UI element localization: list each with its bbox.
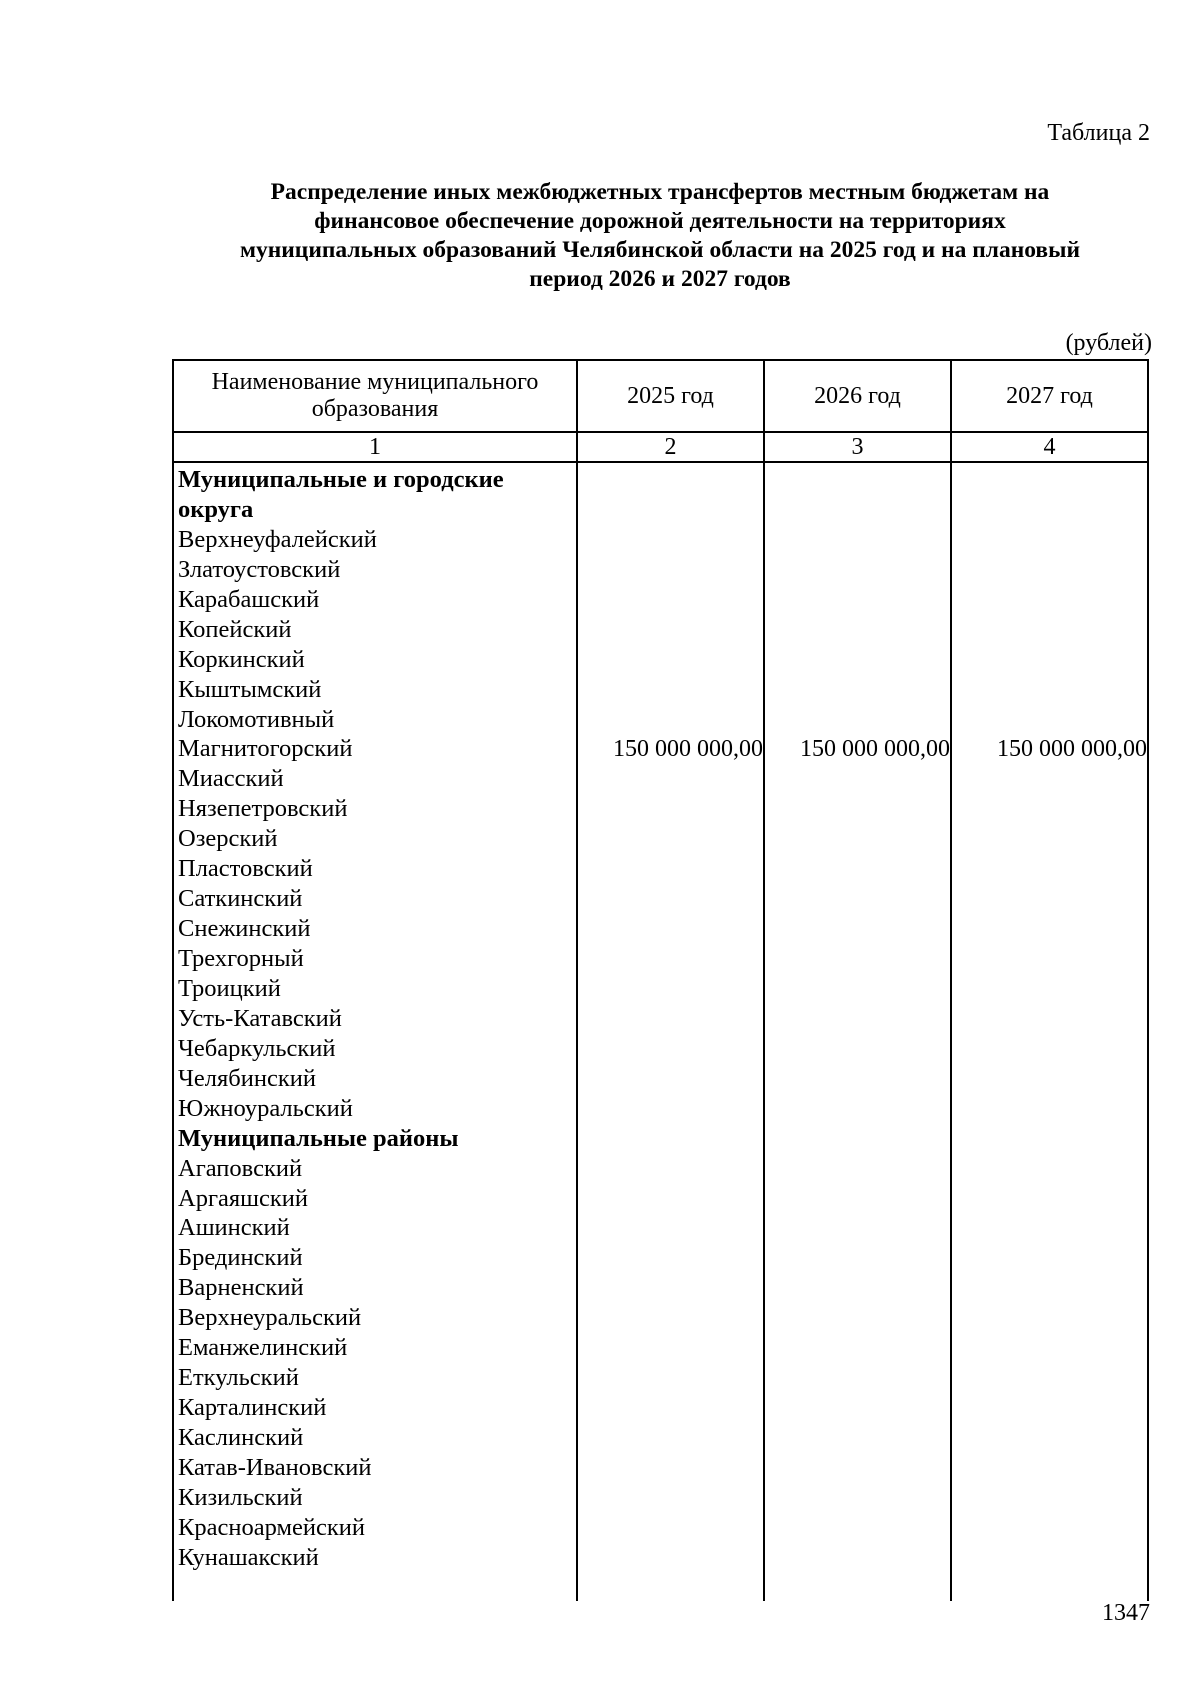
header-row — [173, 360, 1148, 432]
municipality-name: Магнитогорский — [178, 735, 353, 763]
group-heading: Муниципальные районы — [178, 1124, 459, 1152]
column-number: 1 — [173, 432, 577, 462]
data-row — [173, 462, 1148, 1601]
municipality-name: Златоустовский — [178, 555, 341, 583]
title-line: муниципальных образований Челябинской области на 2025 год и на плановый — [239, 237, 1081, 263]
municipality-name: Чебаркульский — [178, 1034, 336, 1062]
municipality-name: Озерский — [178, 825, 278, 853]
municipality-name: Красноармейский — [178, 1513, 365, 1541]
table-label: Таблица 2 — [1047, 120, 1150, 146]
municipality-list-cell — [173, 462, 577, 1601]
municipality-name: Троицкий — [178, 974, 281, 1002]
group-heading: округа — [178, 495, 254, 523]
municipality-name: Аргаяшский — [178, 1184, 309, 1212]
document-title — [160, 178, 1160, 294]
municipality-name: Агаповский — [178, 1154, 303, 1182]
municipality-name: Еманжелинский — [178, 1334, 348, 1362]
municipality-name: Еткульский — [178, 1364, 299, 1392]
municipality-name: Южноуральский — [178, 1094, 353, 1122]
page-number: 1347 — [1102, 1600, 1150, 1626]
municipality-name: Верхнеуральский — [178, 1304, 362, 1332]
value-2025: 150 000 000,00 — [613, 736, 763, 762]
group-heading: Муниципальные и городские — [178, 466, 504, 493]
value-2027: 150 000 000,00 — [997, 736, 1147, 762]
municipality-name: Ашинский — [178, 1214, 290, 1242]
municipality-name: Катав-Ивановский — [178, 1453, 372, 1481]
municipality-name: Локомотивный — [178, 705, 335, 733]
municipality-name: Челябинский — [178, 1064, 316, 1092]
value-2026: 150 000 000,00 — [800, 736, 950, 762]
municipality-name: Кизильский — [178, 1483, 303, 1511]
municipality-name: Коркинский — [178, 645, 305, 673]
column-number: 3 — [764, 432, 951, 462]
municipality-name: Нязепетровский — [178, 795, 348, 823]
title-line: Распределение иных межбюджетных трансфертов местным бюджетам на — [270, 179, 1050, 205]
value-2026-cell — [764, 462, 951, 1601]
column-number: 4 — [951, 432, 1148, 462]
column-number: 2 — [577, 432, 764, 462]
header-name: Наименование муниципального образования — [173, 360, 577, 432]
title-line: финансовое обеспечение дорожной деятельности на территориях — [314, 208, 1006, 234]
value-2027-cell — [951, 462, 1148, 1601]
municipality-name: Верхнеуфалейский — [178, 525, 377, 553]
units-label: (рублей) — [1065, 330, 1152, 356]
header-2025: 2025 год — [577, 360, 764, 432]
municipality-name: Кыштымский — [178, 675, 322, 703]
municipality-name: Копейский — [178, 615, 292, 643]
column-number-row — [173, 432, 1148, 462]
municipality-name: Трехгорный — [178, 945, 304, 972]
municipality-name: Брединский — [178, 1244, 303, 1272]
municipality-name: Снежинский — [178, 915, 311, 943]
municipality-name: Карталинский — [178, 1394, 327, 1422]
municipality-name: Усть-Катавский — [178, 1004, 342, 1032]
municipality-name: Кунашакский — [178, 1543, 319, 1571]
municipality-name: Пластовский — [178, 855, 313, 883]
municipality-name: Каслинский — [178, 1424, 304, 1451]
header-2027: 2027 год — [951, 360, 1148, 432]
municipality-list — [174, 463, 576, 1573]
municipality-name: Карабашский — [178, 585, 320, 613]
municipality-name: Миасский — [178, 765, 284, 793]
municipality-name: Саткинский — [178, 885, 303, 913]
header-2026: 2026 год — [764, 360, 951, 432]
value-2025-cell — [577, 462, 764, 1601]
distribution-table — [172, 359, 1149, 1601]
municipality-name: Варненский — [178, 1274, 304, 1302]
title-line: период 2026 и 2027 годов — [529, 266, 791, 292]
